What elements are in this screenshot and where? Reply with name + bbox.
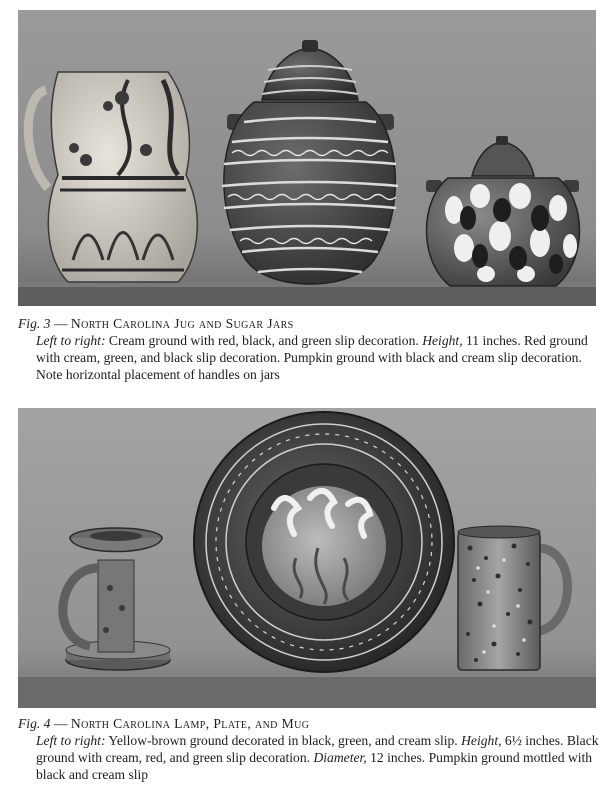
fig4-photo-illustration <box>18 408 596 708</box>
fig3-text-2: 11 inches. Red ground with cream, green, and black slip decoration. Pumpkin ground with black and cream slip decoration. Note horizontal placement of handles on jars <box>36 333 588 382</box>
fig4-caption-heading <box>18 715 608 732</box>
fig4-text-1: Yellow-brown ground decorated in black, green, and cream slip. <box>105 733 462 748</box>
fig4-title: North Carolina Lamp, Plate, and Mug <box>70 716 310 731</box>
fig3-height-label: Height, <box>422 333 463 348</box>
fig4-separator: — <box>50 716 71 731</box>
fig3-text-1: Cream ground with red, black, and green slip decoration. <box>105 333 423 348</box>
fig4-lead: Left to right: <box>36 733 106 748</box>
fig4-label: Fig. 4 <box>18 716 51 731</box>
fig4-text-3: 12 inches. Pumpkin ground mottled with black and cream slip <box>36 750 593 782</box>
plate <box>194 412 454 672</box>
fig3-title: North Carolina Jug and Sugar Jars <box>70 316 294 331</box>
fig4-caption <box>18 715 608 783</box>
fig4-photograph <box>18 408 596 708</box>
fig3-label: Fig. 3 <box>18 316 51 331</box>
fig3-separator: — <box>50 316 71 331</box>
fig3-caption-body <box>18 332 608 383</box>
fig4-height-label: Height, <box>461 733 502 748</box>
fig4-diameter-label: Diameter, <box>313 750 367 765</box>
fig3-caption-heading <box>18 315 608 332</box>
fig4-text-2: 6½ inches. Black ground with cream, red, and green slip decoration. <box>36 733 599 765</box>
fig4-caption-body <box>18 732 608 783</box>
fig3-caption <box>18 315 608 383</box>
fig3-photograph <box>18 10 596 306</box>
fig3-lead: Left to right: <box>36 333 106 348</box>
fig3-photo-illustration <box>18 10 596 306</box>
